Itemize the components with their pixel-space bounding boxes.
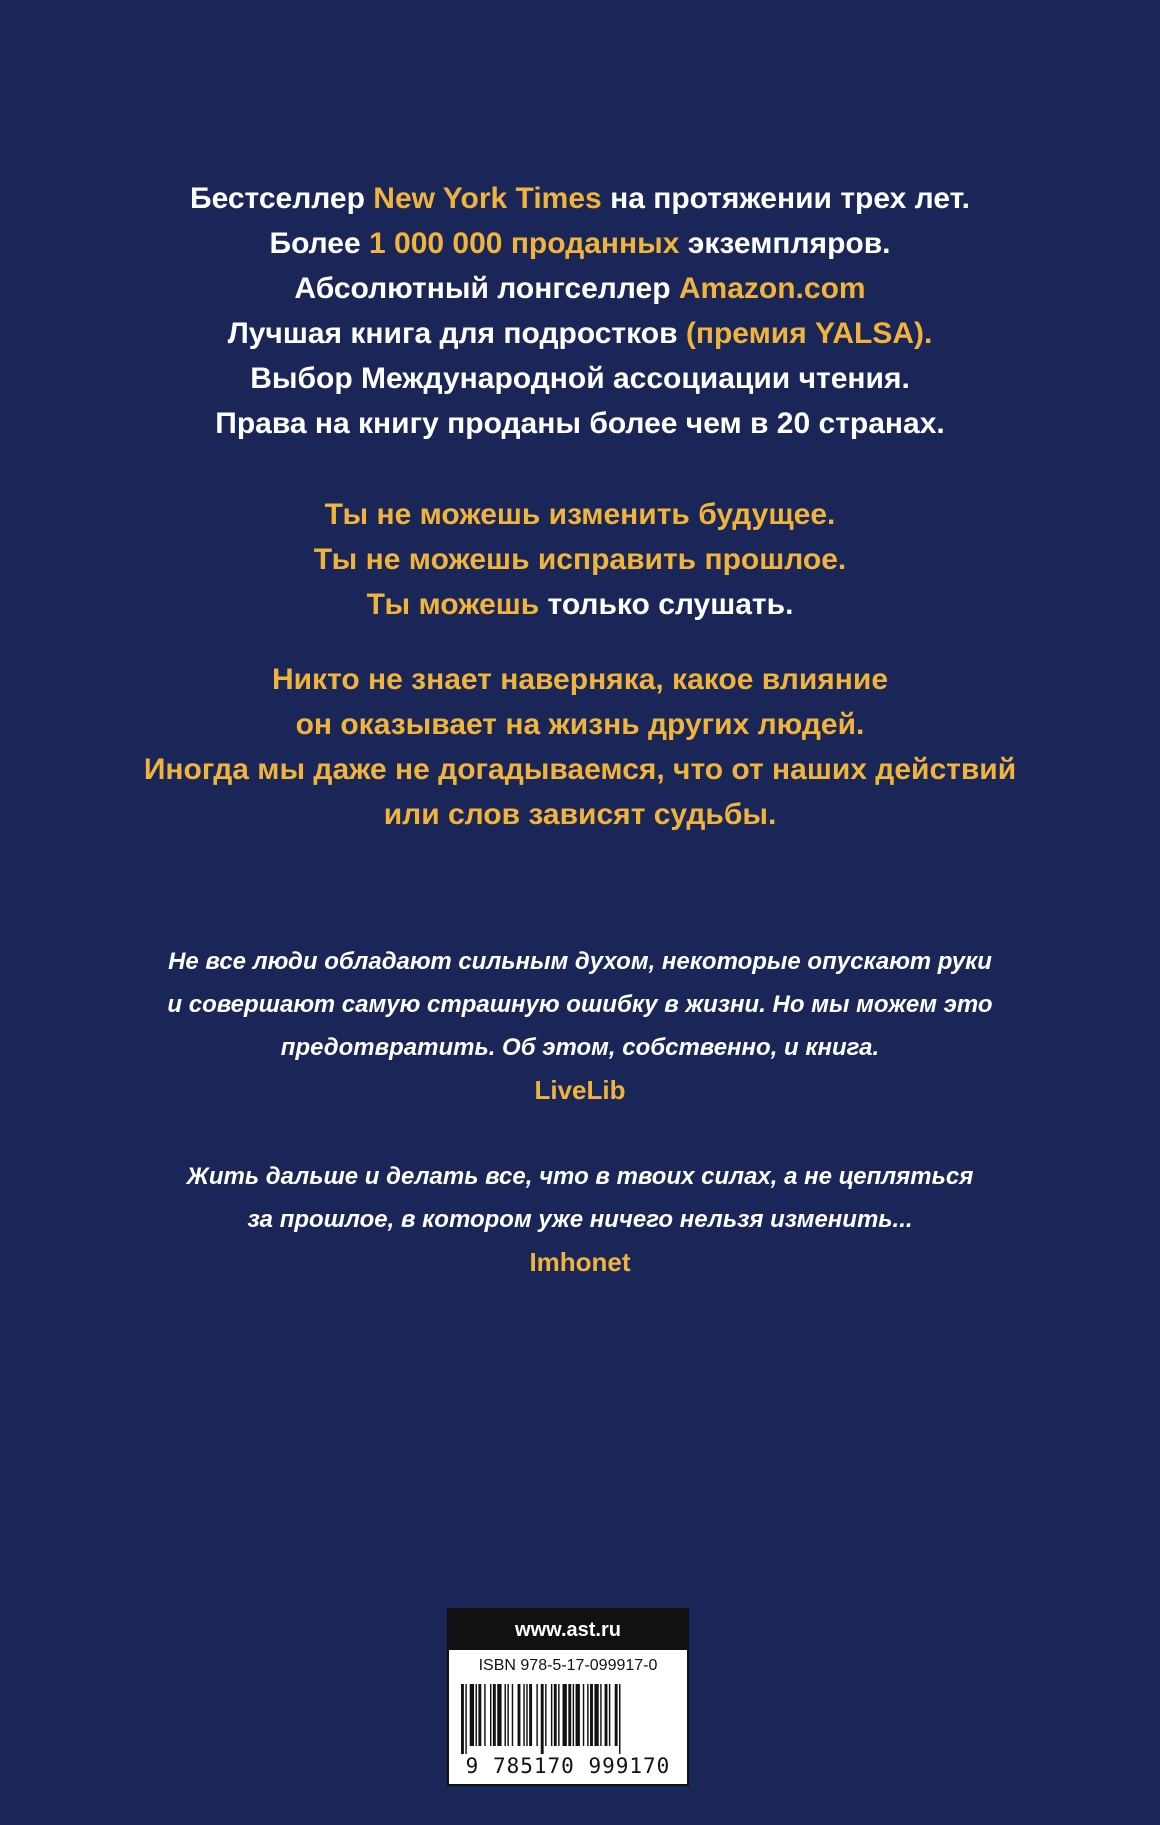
- barcode-bar: [518, 1684, 521, 1746]
- accolade-line: [0, 221, 1160, 266]
- accolade-line: [0, 266, 1160, 311]
- barcode-bar: [536, 1684, 537, 1746]
- barcode-bar: [576, 1684, 580, 1746]
- review-source: Imhonet: [529, 1247, 631, 1277]
- tagline-text: Ты не можешь исправить прошлое.: [313, 543, 847, 576]
- barcode-bar: [497, 1684, 501, 1746]
- tagline-text: только слушать.: [539, 588, 794, 621]
- barcode-bar: [600, 1684, 601, 1746]
- accolade-line: [0, 176, 1160, 221]
- accolade-line: [0, 401, 1160, 446]
- review-quote-line: и совершают самую страшную ошибку в жизни. Но мы можем это: [167, 991, 993, 1018]
- barcode-bar: [505, 1684, 506, 1746]
- barcode-bar: [568, 1684, 571, 1746]
- accolade-line: [0, 311, 1160, 356]
- review-livelib: [0, 940, 1160, 1111]
- accolade-text: Лучшая книга для подростков: [227, 317, 686, 350]
- tagline-line: [0, 492, 1160, 537]
- barcode-bar: [484, 1684, 485, 1746]
- barcode-bar: [587, 1684, 588, 1746]
- review-imhonet: [0, 1155, 1160, 1283]
- accolade-highlight: New York Times: [373, 182, 602, 215]
- review-quote-line: Жить дальше и делать все, что в твоих силах, а не цепляться: [186, 1163, 974, 1190]
- barcode-bar: [619, 1684, 620, 1754]
- barcode-bar: [490, 1684, 491, 1746]
- accolade-highlight: 1 000 000 проданных: [369, 227, 680, 260]
- accolade-text: Выбор Международной ассоциации чтения.: [250, 362, 910, 395]
- barcode-bar: [461, 1684, 464, 1754]
- barcode-bar: [573, 1684, 574, 1746]
- accolade-text: экземпляров.: [679, 227, 891, 260]
- tagline-line: [0, 537, 1160, 582]
- blurb-line: или слов зависят судьбы.: [383, 798, 777, 831]
- barcode-bar: [615, 1684, 618, 1746]
- barcode-bar: [507, 1684, 508, 1746]
- barcode-icon: [461, 1684, 675, 1754]
- barcode-bar: [523, 1684, 524, 1746]
- barcode-digits: 9 785170 999170: [465, 1754, 671, 1778]
- accolade-highlight: (премия YALSA).: [685, 317, 933, 350]
- barcode-bar: [493, 1684, 496, 1746]
- barcode-bar: [526, 1684, 527, 1746]
- accolade-line: [0, 356, 1160, 401]
- barcode-bar: [545, 1684, 546, 1746]
- barcode-bar: [558, 1684, 559, 1746]
- barcode-bar: [465, 1684, 466, 1754]
- barcode-bar: [605, 1684, 608, 1746]
- barcode-bar: [541, 1684, 544, 1754]
- barcode-bar: [478, 1684, 481, 1746]
- tagline-block: [0, 492, 1160, 627]
- barcode-bar: [563, 1684, 567, 1746]
- accolade-text: Более: [269, 227, 370, 260]
- accolade-highlight: Amazon.com: [678, 272, 866, 305]
- accolade-text: Абсолютный лонгселлер: [294, 272, 679, 305]
- accolades-block: [0, 176, 1160, 446]
- review-quote-line: за прошлое, в котором уже ничего нельзя изменить...: [247, 1206, 913, 1233]
- barcode-bar: [551, 1684, 552, 1746]
- blurb-line: он оказывает на жизнь других людей.: [295, 708, 865, 741]
- publisher-site: www.ast.ru: [449, 1610, 687, 1650]
- tagline-text: Ты можешь: [366, 588, 540, 621]
- review-source: LiveLib: [534, 1075, 626, 1105]
- barcode-bar: [476, 1684, 477, 1746]
- barcode-bar: [609, 1684, 610, 1746]
- barcode-panel: [447, 1608, 689, 1786]
- blurb-line: Никто не знает наверняка, какое влияние: [271, 663, 889, 696]
- barcode-bar: [529, 1684, 532, 1746]
- accolade-text: на протяжении трех лет.: [601, 182, 970, 215]
- barcode-bar: [470, 1684, 474, 1746]
- barcode-bar: [554, 1684, 557, 1746]
- accolade-text: Бестселлер: [190, 182, 374, 215]
- tagline-line: [0, 582, 1160, 627]
- tagline-text: Ты не можешь изменить будущее.: [324, 498, 836, 531]
- blurb-block: [0, 657, 1160, 837]
- review-quote-line: предотвратить. Об этом, собственно, и книга.: [280, 1034, 880, 1061]
- barcode-bar: [512, 1684, 513, 1746]
- barcode-bar: [590, 1684, 593, 1746]
- barcode-bar: [583, 1684, 584, 1746]
- blurb-line: Иногда мы даже не догадываемся, что от наших действий: [143, 753, 1017, 786]
- accolade-text: Права на книгу проданы более чем в 20 странах.: [215, 407, 945, 440]
- isbn-label: ISBN 978-5-17-099917-0: [478, 1657, 658, 1674]
- review-quote-line: Не все люди обладают сильным духом, некоторые опускают руки: [168, 948, 992, 975]
- barcode-bar: [594, 1684, 598, 1746]
